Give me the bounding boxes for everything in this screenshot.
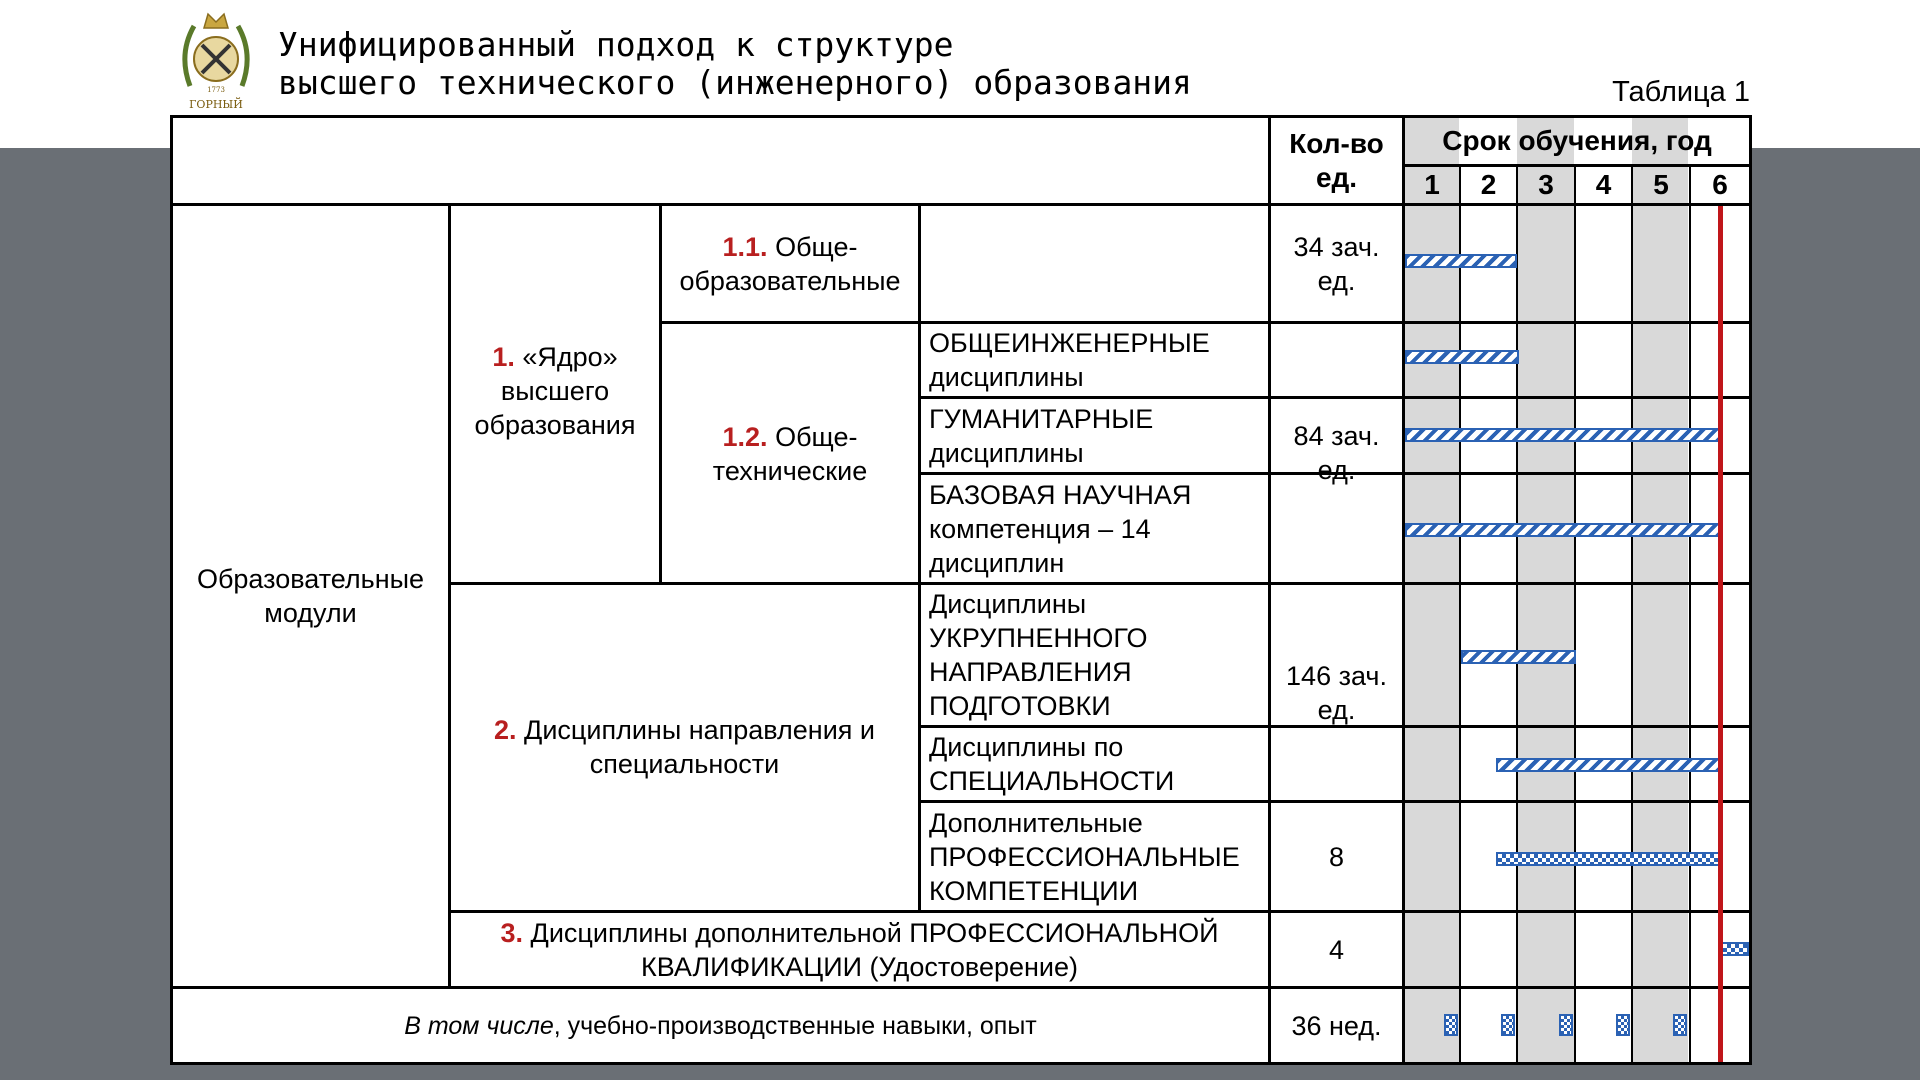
bar-engineering	[1405, 350, 1519, 364]
science-competence: БАЗОВАЯ НАУЧНАЯ компетенция – 14 дисциплин	[929, 479, 1192, 578]
technical-label: Обще-технические	[712, 422, 868, 486]
general-label: Обще-образовательные	[679, 232, 901, 296]
enlarged-units: 146 зач. ед.	[1286, 660, 1387, 725]
core-num: 1.	[492, 342, 515, 372]
general-num: 1.1.	[722, 232, 768, 262]
year-divider	[1574, 164, 1576, 1062]
bar-general	[1405, 254, 1517, 268]
year-4: 4	[1595, 169, 1612, 200]
humanities-disciplines: ГУМАНИТАРНЫЕ дисциплины	[929, 403, 1154, 468]
direction-label: Дисциплины направления и специальности	[524, 715, 875, 779]
practice-italic: В том числе	[404, 1012, 554, 1040]
bar-qualification	[1721, 942, 1749, 956]
practice-label: , учебно-производственные навыки, опыт	[553, 1012, 1037, 1040]
qualification-cell	[451, 913, 1268, 986]
core-cell	[451, 206, 659, 582]
core-label: «Ядро» высшего образования	[474, 342, 636, 440]
year-1: 1	[1424, 169, 1440, 200]
practice-units: 36 нед.	[1291, 1010, 1382, 1041]
bar-science	[1405, 523, 1723, 537]
svg-text:ГОРНЫЙ: ГОРНЫЙ	[189, 98, 243, 111]
bar-enlarged	[1461, 650, 1576, 664]
practice-cell	[173, 989, 1268, 1062]
title-line-2: высшего технического (инженерного) образования	[278, 63, 1192, 102]
general-units: 34 зач. ед.	[1293, 231, 1380, 296]
direction-num: 2.	[493, 715, 517, 745]
qualification-units: 4	[1328, 934, 1345, 965]
technical-cell	[662, 324, 918, 582]
qualification-num: 3.	[500, 918, 524, 948]
title-line-1: Унифицированный подход к структуре	[278, 25, 954, 64]
year-divider	[1631, 164, 1633, 1062]
year-2: 2	[1480, 169, 1497, 200]
year-divider	[1689, 164, 1691, 1062]
practice-block-1	[1444, 1014, 1458, 1036]
year-5: 5	[1653, 169, 1669, 200]
additional-competences: Дополнительные ПРОФЕССИОНАЛЬНЫЕ КОМПЕТЕНЦИИ	[929, 807, 1240, 906]
graduation-line	[1718, 206, 1723, 1062]
university-logo	[176, 4, 256, 114]
practice-block-2	[1501, 1014, 1515, 1036]
specialty-disciplines: Дисциплины по СПЕЦИАЛЬНОСТИ	[929, 732, 1175, 796]
practice-block-5	[1673, 1014, 1687, 1036]
direction-cell	[451, 585, 918, 910]
page-title	[278, 26, 1192, 102]
year-divider	[1459, 164, 1461, 1062]
bar-humanities	[1405, 428, 1723, 442]
enlarged-direction: Дисциплины УКРУПНЕННОГО НАПРАВЛЕНИЯ ПОДГОТОВКИ	[929, 589, 1148, 721]
units-header: Кол-во ед.	[1289, 127, 1384, 193]
term-header: Срок обучения, год	[1442, 125, 1712, 156]
table-label: Таблица 1	[1612, 76, 1750, 108]
svg-text:1773: 1773	[207, 86, 225, 94]
technical-units: 84 зач. ед.	[1293, 421, 1380, 485]
additional-units: 8	[1328, 841, 1345, 872]
practice-block-4	[1616, 1014, 1630, 1036]
year-3-shade	[1517, 118, 1574, 1062]
year-6: 6	[1712, 169, 1728, 200]
year-5-shade	[1632, 118, 1688, 1062]
technical-num: 1.2.	[722, 422, 768, 452]
structure-table	[170, 115, 1752, 1065]
qualification-label: Дисциплины дополнительной ПРОФЕССИОНАЛЬНОЙ КВАЛИФИКАЦИИ (Удостоверение)	[530, 918, 1219, 982]
year-3: 3	[1538, 169, 1554, 200]
general-cell	[662, 206, 918, 321]
bar-specialty	[1496, 758, 1723, 772]
bar-additional	[1496, 852, 1723, 866]
modules-label: Образовательные модули	[196, 564, 425, 628]
practice-block-3	[1559, 1014, 1573, 1036]
engineering-disciplines: ОБЩЕИНЖЕНЕРНЫЕ дисциплины	[929, 328, 1210, 392]
year-divider	[1516, 164, 1518, 1062]
